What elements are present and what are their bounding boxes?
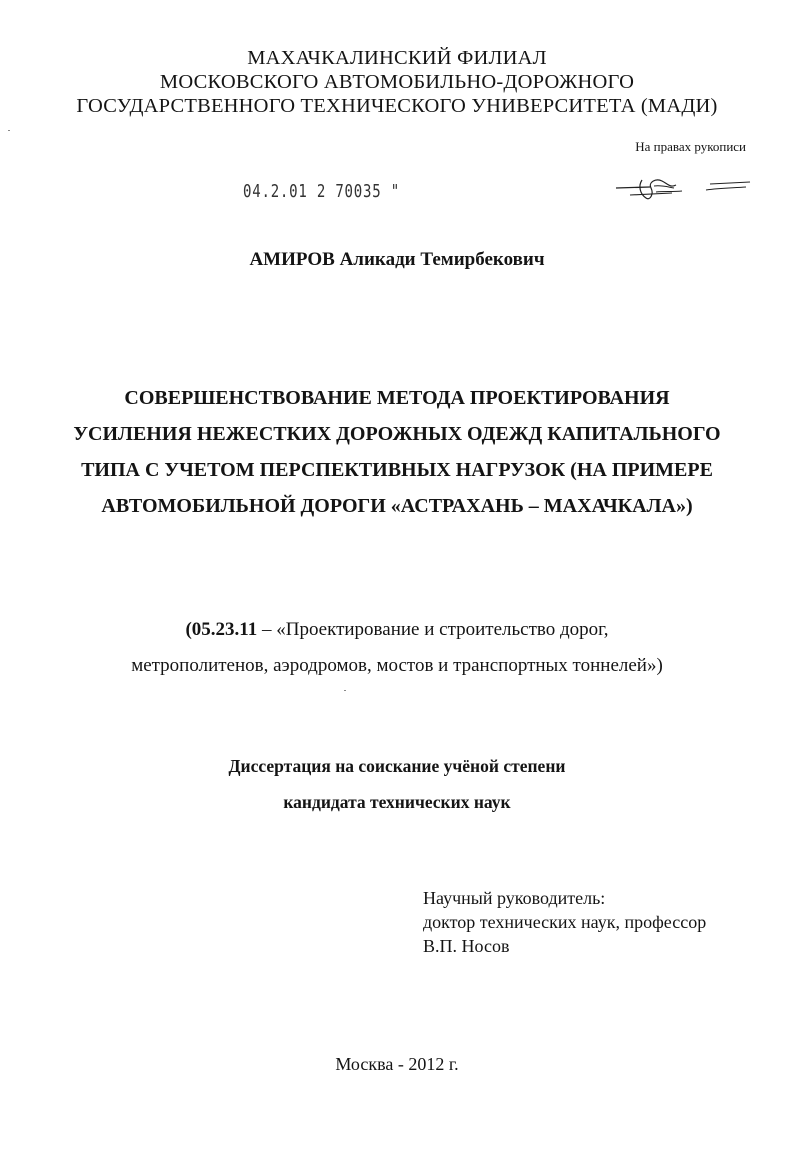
title-line-1: СОВЕРШЕНСТВОВАНИЕ МЕТОДА ПРОЕКТИРОВАНИЯ [124, 387, 670, 409]
institution-line-1: МАХАЧКАЛИНСКИЙ ФИЛИАЛ [247, 47, 547, 69]
advisor-name: В.П. Носов [423, 936, 510, 956]
title-line-2: УСИЛЕНИЯ НЕЖЕСТКИХ ДОРОЖНЫХ ОДЕЖД КАПИТАЛЬНОГО [73, 423, 721, 445]
manuscript-rights-note: На правах рукописи [635, 139, 746, 154]
scan-speck [8, 130, 10, 131]
title-line-3: ТИПА С УЧЕТОМ ПЕРСПЕКТИВНЫХ НАГРУЗОК (НА ПРИМЕРЕ [81, 459, 713, 481]
specialty-code: (05.23.11 [185, 619, 258, 640]
specialty-block [0, 612, 794, 684]
specialty-line-2: метрополитенов, аэродромов, мостов и транспортных тоннелей») [131, 655, 663, 676]
institution-line-3: ГОСУДАРСТВЕННОГО ТЕХНИЧЕСКОГО УНИВЕРСИТЕТА (МАДИ) [76, 95, 718, 117]
advisor-rank: доктор технических наук, профессор [423, 912, 707, 932]
degree-statement [0, 748, 794, 820]
degree-line-1: Диссертация на соискание учёной степени [228, 756, 566, 776]
advisor-block [423, 886, 706, 958]
specialty-line-1 [0, 612, 794, 648]
degree-line-2: кандидата технических наук [283, 792, 511, 812]
institution-line-2: МОСКОВСКОГО АВТОМОБИЛЬНО-ДОРОЖНОГО [159, 71, 635, 93]
title-line-4: АВТОМОБИЛЬНОЙ ДОРОГИ «АСТРАХАНЬ – МАХАЧКАЛА») [101, 495, 693, 517]
registration-stamp: 04.2.01 2 70035 " [243, 181, 400, 202]
institution-header [0, 46, 794, 118]
specialty-name-part-1: – «Проектирование и строительство дорог, [257, 619, 609, 640]
city-year-footer: Москва - 2012 г. [335, 1054, 459, 1074]
advisor-label: Научный руководитель: [423, 888, 606, 908]
dissertation-title [0, 380, 794, 524]
signature-icon [610, 168, 760, 208]
scan-speck [344, 690, 346, 691]
author-name: АМИРОВ Аликади Темирбекович [249, 249, 545, 270]
